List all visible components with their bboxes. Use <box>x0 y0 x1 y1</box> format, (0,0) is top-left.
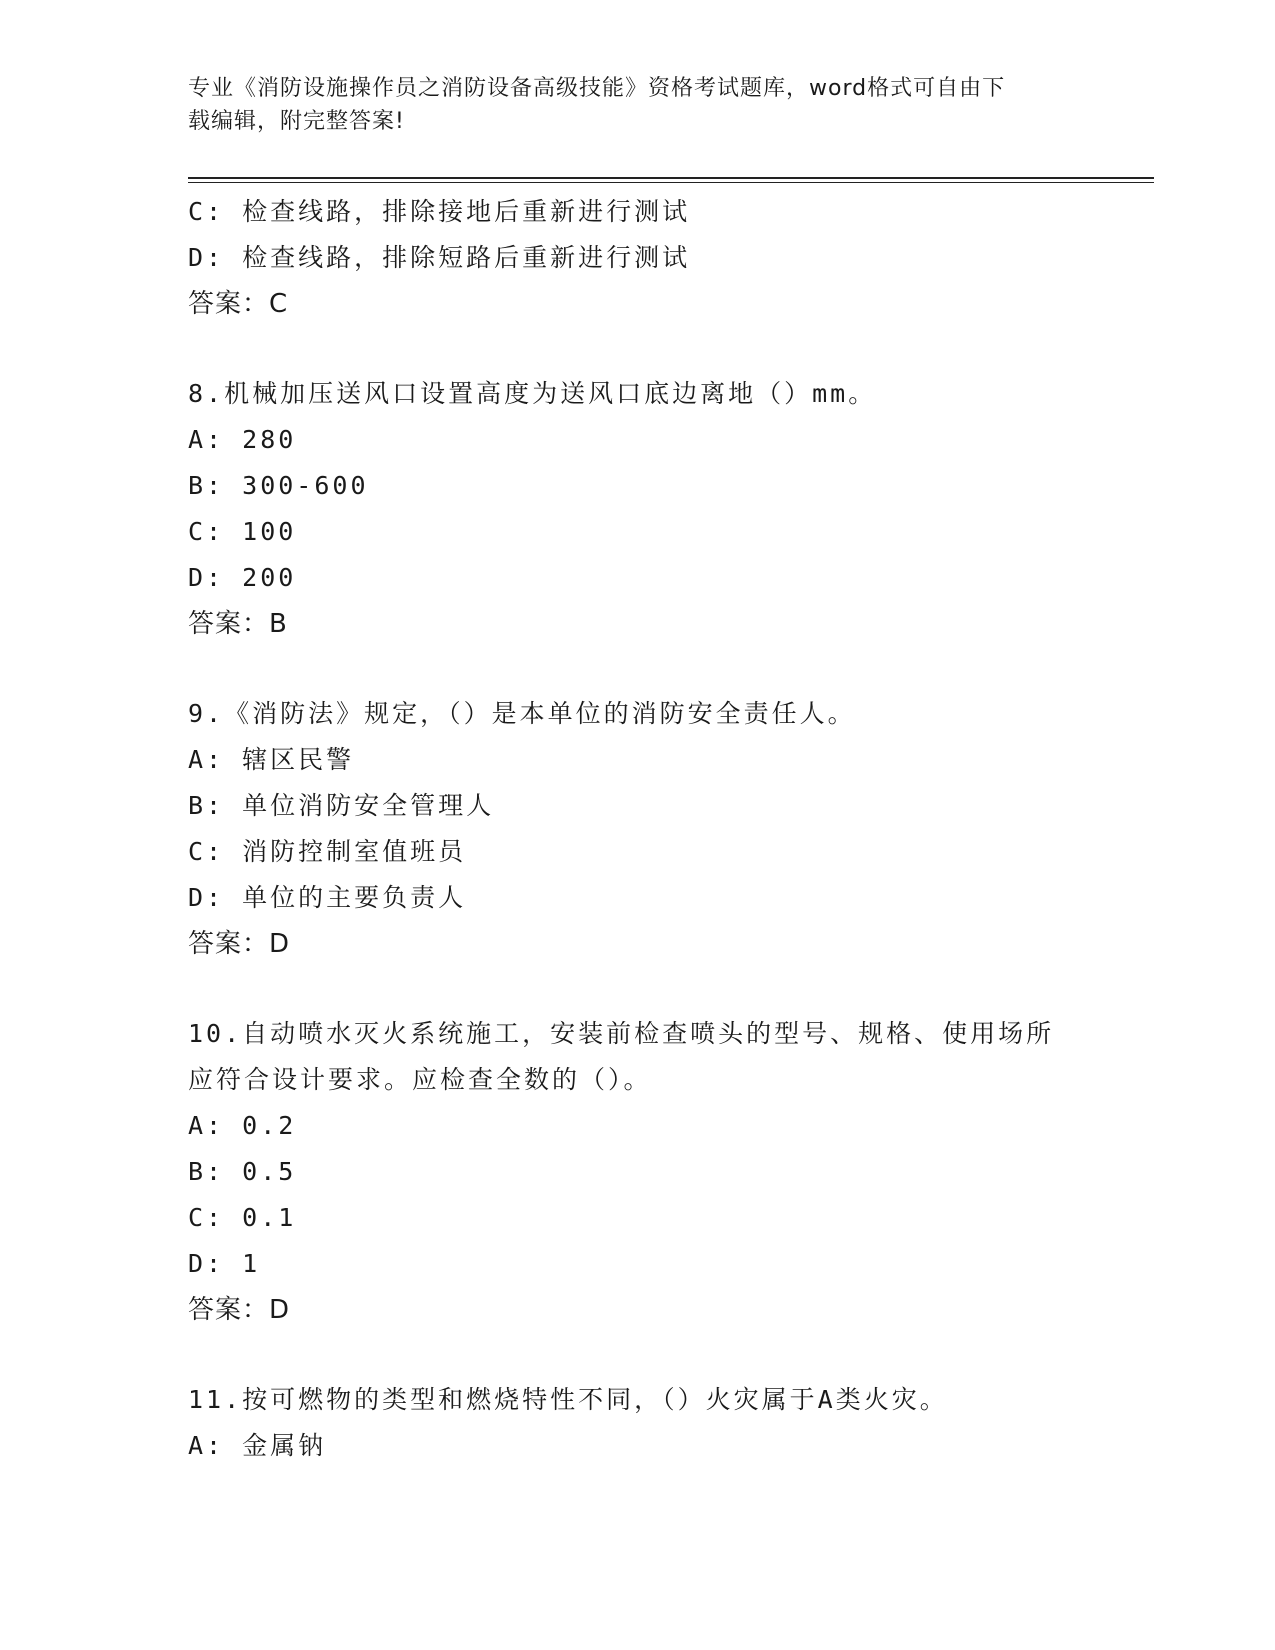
option-a: A: 辖区民警 <box>188 745 355 774</box>
question-list <box>188 189 1088 1469</box>
option-b: B: 300-600 <box>188 471 369 500</box>
header-divider <box>188 177 1154 179</box>
question-stem: 10.自动喷水灭火系统施工，安装前检查喷头的型号、规格、使用场所 <box>188 1019 1055 1048</box>
answer: 答案：D <box>188 929 291 959</box>
option-d: D: 200 <box>188 563 297 592</box>
option-a: A: 280 <box>188 425 297 454</box>
question-stem: 11.按可燃物的类型和燃烧特性不同，（）火灾属于A类火灾。 <box>188 1385 948 1414</box>
option-a: A: 0.2 <box>188 1111 297 1140</box>
option-d: D: 检查线路，排除短路后重新进行测试 <box>188 243 691 272</box>
answer: 答案：C <box>188 289 289 319</box>
answer: 答案：D <box>188 1295 291 1325</box>
document-header <box>188 72 1068 138</box>
header-line-1: 专业《消防设施操作员之消防设备高级技能》资格考试题库，word格式可自由下 <box>188 76 1006 101</box>
option-c: C: 100 <box>188 517 297 546</box>
question-stem: 9.《消防法》规定，（）是本单位的消防安全责任人。 <box>188 699 856 728</box>
question-11 <box>188 1377 1088 1469</box>
option-a: A: 金属钠 <box>188 1431 327 1460</box>
option-d: D: 1 <box>188 1249 261 1278</box>
option-c: C: 检查线路，排除接地后重新进行测试 <box>188 197 691 226</box>
carryover-question <box>188 189 1088 327</box>
header-divider-thin <box>188 182 1154 183</box>
answer: 答案：B <box>188 609 288 639</box>
option-b: B: 0.5 <box>188 1157 297 1186</box>
question-9 <box>188 691 1088 967</box>
question-10 <box>188 1011 1088 1333</box>
option-d: D: 单位的主要负责人 <box>188 883 467 912</box>
option-c: C: 消防控制室值班员 <box>188 837 467 866</box>
header-line-2: 载编辑，附完整答案! <box>188 109 405 134</box>
question-8 <box>188 371 1088 647</box>
option-c: C: 0.1 <box>188 1203 297 1232</box>
question-stem: 8.机械加压送风口设置高度为送风口底边离地（）mm。 <box>188 379 877 408</box>
question-stem-continued: 应符合设计要求。应检查全数的（）。 <box>188 1065 652 1094</box>
option-b: B: 单位消防安全管理人 <box>188 791 495 820</box>
